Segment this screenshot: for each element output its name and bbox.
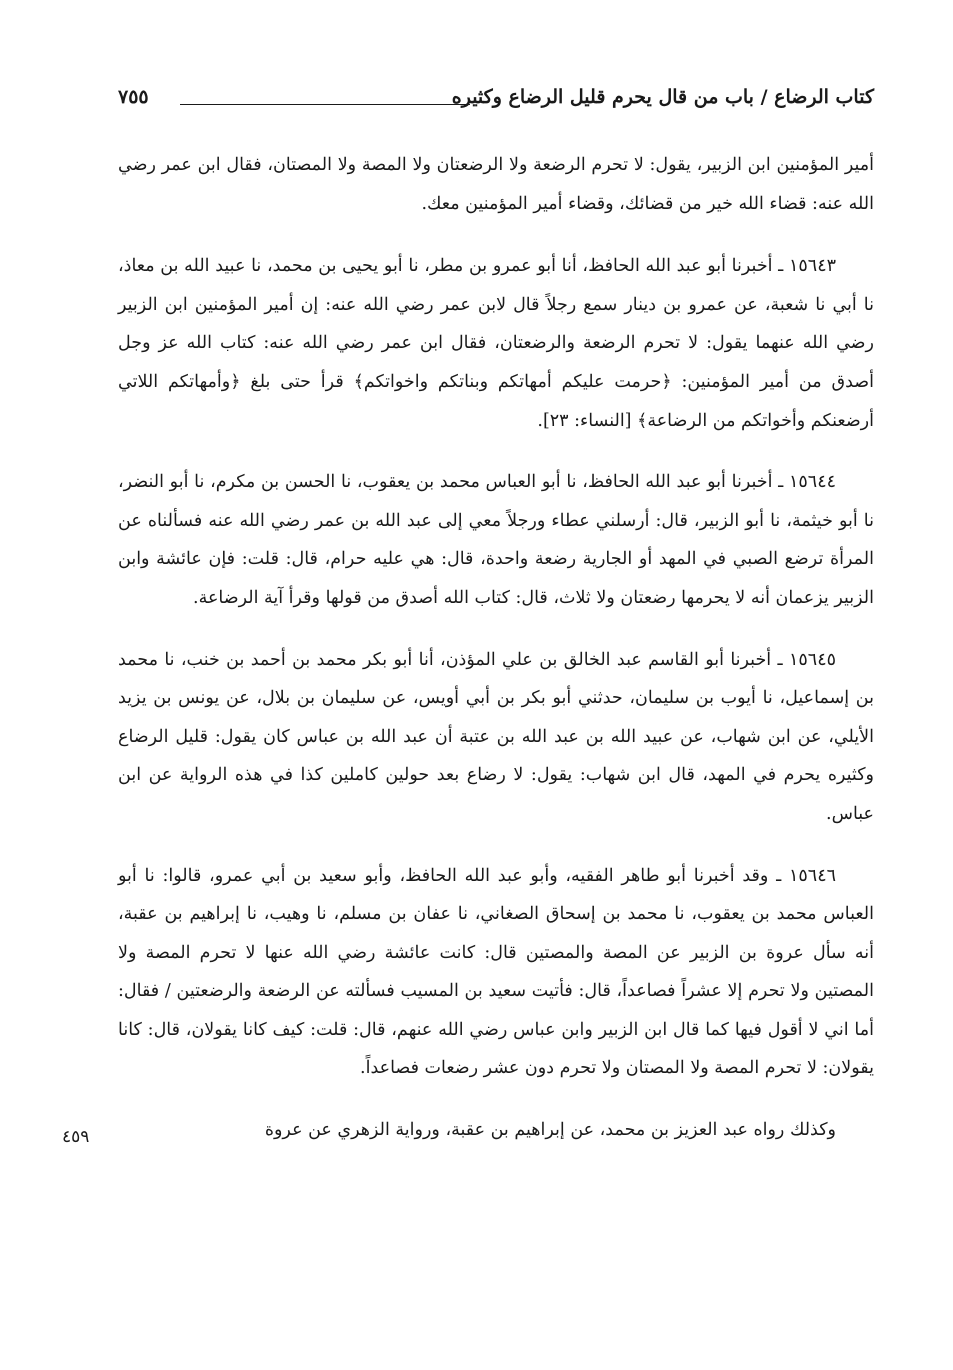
hadith-15646: ١٥٦٤٦ ـ وقد أخبرنا أبو طاهر الفقيه، وأبو عبد الله الحافظ، وأبو سعيد بن أبي عمرو، قالوا: نا أبو العباس محمد بن يعقوب، نا محمد بن إسحاق الصغاني، نا عفان بن مسلم، نا وهيب، نا إبراهيم بن عقبة، أنه سأل عروة بن الزبير عن المصة والمصتين قال: كانت عائشة رضي الله عنها لا تحرم المصة ولا المصتين ولا تحرم إلا عشراً فصاعداً، قال: فأتيت سعيد بن المسيب فسألته عن الرضعة والرضعتين / فقال: أما اني لا أقول فيها كما قال ابن الزبير وابن عباس رضي الله عنهم، قال: قلت: كيف كانا يقولان، قال: كانا يقولان: لا تحرم المصة ولا المصتان ولا تحرم دون عشر رضعات فصاعداً. [118, 865, 874, 1079]
paragraph-continuation: أمير المؤمنين ابن الزبير، يقول: لا تحرم الرضعة ولا الرضعتان ولا المصة ولا المصتان، فقال ابن عمر رضي الله عنه: قضاء الله خير من قضائك، وقضاء أمير المؤمنين معك. [118, 155, 874, 214]
chapter-title: كتاب الرضاع / باب من قال يحرم قليل الرضاع وكثيره [451, 86, 874, 108]
body-text [118, 146, 874, 1173]
hadith-15644: ١٥٦٤٤ ـ أخبرنا أبو عبد الله الحافظ، نا أبو العباس محمد بن يعقوب، نا الحسن بن مكرم، نا أبو النضر، نا أبو خيثمة، نا أبو الزبير، قال: أرسلني عطاء ورجلاً معي إلى عبد الله بن عمر رضي الله عنه فسألناه عن المرأة ترضع الصبي في المهد أو الجارية رضعة واحدة، قال: هي عليه حرام، قال: قلت: فإن عائشة وابن الزبير يزعمان أنه لا يحرمها رضعتان ولا ثلاث، قال: كتاب الله أصدق من قولها وقرأ آية الرضاعة. [118, 472, 874, 608]
running-header [118, 86, 874, 120]
hadith-15643: ١٥٦٤٣ ـ أخبرنا أبو عبد الله الحافظ، أنا أبو عمرو بن مطر، نا أبو يحيى بن محمد، نا عبيد الله بن معاذ، نا أبي نا شعبة، عن عمرو بن دينار سمع رجلاً قال لابن عمر رضي الله عنه: إن أمير المؤمنين ابن الزبير رضي الله عنهما يقول: لا تحرم الرضعة والرضعتان، فقال ابن عمر رضي الله عنه: كتاب الله عز وجل أصدق من أمير المؤمنين: ﴿حرمت عليكم أمهاتكم وبناتكم واخواتكم﴾ قرأ حتى بلغ ﴿وأمهاتكم اللاتي أرضعنكم وأخواتكم من الرضاعة﴾ [النساء: ٢٣]. [118, 256, 874, 431]
closing-paragraph: وكذلك رواه عبد العزيز بن محمد، عن إبراهيم بن عقبة، ورواية الزهري عن عروة [264, 1120, 836, 1141]
hadith-15645: ١٥٦٤٥ ـ أخبرنا أبو القاسم عبد الخالق بن علي المؤذن، أنا أبو بكر محمد بن أحمد بن خنب، نا محمد بن إسماعيل، نا أيوب بن سليمان، حدثني أبو بكر بن أبي أويس، عن سليمان بن بلال، عن يونس بن يزيد الأيلي، عن ابن شهاب، عن عبيد الله بن عبد الله بن عتبة أن عبد الله بن عباس كان يقول: قليل الرضاع وكثيره يحرم في المهد، قال ابن شهاب: يقول: لا رضاع بعد حولين كاملين كذا في هذه الرواية عن ابن عباس. [118, 649, 874, 824]
page-number: ٧٥٥ [118, 86, 149, 108]
header-rule [180, 104, 470, 105]
margin-page-reference: ٤٥٩ [62, 1127, 90, 1147]
